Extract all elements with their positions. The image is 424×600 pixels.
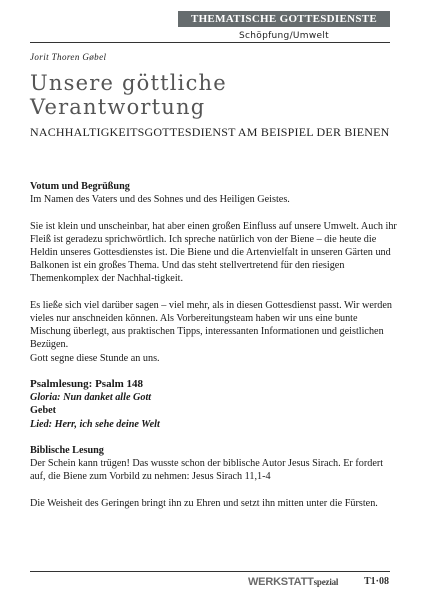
gebet-line: Gebet xyxy=(30,405,57,417)
page-subtitle: NACHHALTIGKEITSGOTTESDIENST AM BEISPIEL DER BIENEN xyxy=(30,125,390,139)
intro-paragraph-3: Gott segne diese Stunde an uns. xyxy=(30,352,160,364)
gloria-line: Gloria: Nun danket alle Gott xyxy=(30,392,152,404)
publisher-logo xyxy=(248,576,338,588)
lesung-paragraph-1: Der Schein kann trügen! Das wusste schon der biblische Autor Jesus Sirach. Er fordert auf, die Biene zum Vorbild zu nehmen: Jesus Sirach 11,1-4 xyxy=(30,458,384,483)
page-title: Unsere göttliche Verantwortung xyxy=(30,71,227,119)
intro-paragraph-2: Es ließe sich viel darüber sagen – viel mehr, als in diesen Gottesdienst passt. Wir werden vieles nur anschneiden können. Als Vorbereitungsteam haben wir uns eine bunte Mischung überlegt, aus praktischen Tipps, interessanten Informationen und geistlichen Bezügen. xyxy=(30,299,392,351)
section-heading-psalm: Psalmlesung: Psalm 148 xyxy=(30,378,144,390)
author-name: Jorit Thoren Gøbel xyxy=(30,52,107,62)
header-divider xyxy=(30,42,390,43)
logo-sub-text: spezial xyxy=(313,577,339,587)
section-heading-lesung: Biblische Lesung xyxy=(30,445,104,456)
lesung-paragraph-2: Die Weisheit des Geringen bringt ihn zu Ehren und setzt ihn mitten unter die Fürsten. xyxy=(30,497,378,509)
series-category: Schöpfung/Umwelt xyxy=(239,31,329,41)
document-body xyxy=(30,180,400,510)
votum-text: Im Namen des Vaters und des Sohnes und des Heiligen Geistes. xyxy=(30,194,290,206)
footer-divider xyxy=(30,571,390,572)
section-heading-votum: Votum und Begrüßung xyxy=(30,181,130,192)
intro-paragraph-1: Sie ist klein und unscheinbar, hat aber einen großen Einfluss auf unsere Umwelt. Auch ihr Fleiß ist geradezu sprichwörtlich. Ich spreche natürlich von der Biene – die heute die Heldin unseres Gottesdienstes ist. Die Biene und die Artenvielfalt in unseren Gärten und Balkonen ist ein großes Thema. Und das steht stellvertretend für den riesigen Themenkomplex der Nachhal-tigkeit. xyxy=(30,220,397,285)
page-number: T1·08 xyxy=(364,576,390,587)
lied-line: Lied: Herr, ich sehe deine Welt xyxy=(30,418,160,430)
logo-main-text: WERKSTATT xyxy=(248,576,314,588)
series-banner: THEMATISCHE GOTTESDIENSTE xyxy=(178,11,390,27)
